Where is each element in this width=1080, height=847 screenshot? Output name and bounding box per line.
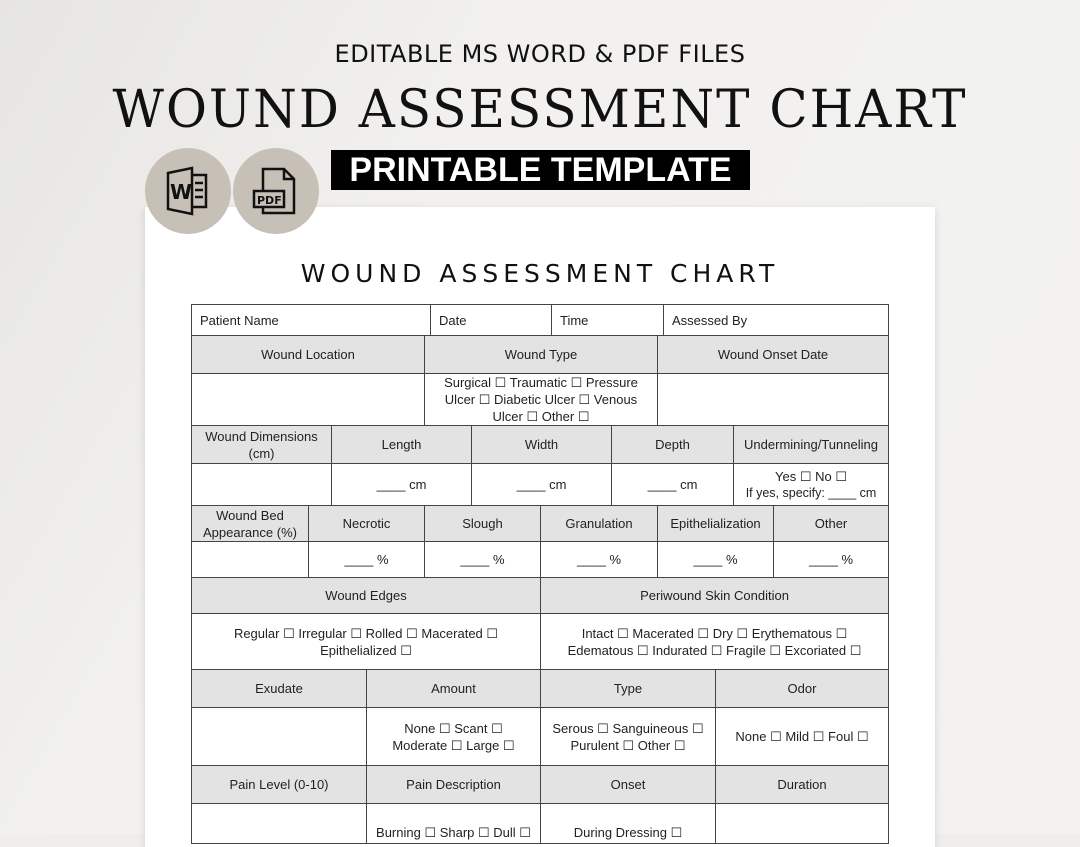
header-depth: Depth bbox=[612, 426, 734, 464]
wound-edges-options[interactable]: Regular ☐ Irregular ☐ Rolled ☐ Macerated ☐ Epithelialized ☐ bbox=[192, 614, 541, 670]
undermining-specify[interactable]: If yes, specify: ____ cm bbox=[745, 485, 877, 500]
odor-options[interactable]: None ☐ Mild ☐ Foul ☐ bbox=[716, 708, 889, 766]
svg-text:PDF: PDF bbox=[257, 194, 282, 207]
patient-name-field[interactable]: Patient Name bbox=[192, 305, 431, 336]
periwound-options[interactable]: Intact ☐ Macerated ☐ Dry ☐ Erythematous ☐ Edematous ☐ Indurated ☐ Fragile ☐ Excoriated ☐ bbox=[541, 614, 889, 670]
header-other: Other bbox=[774, 506, 889, 542]
document-title: WOUND ASSESSMENT CHART bbox=[300, 259, 780, 288]
header-type: Type bbox=[541, 670, 716, 708]
header-wound-edges: Wound Edges bbox=[192, 578, 541, 614]
header-width: Width bbox=[472, 426, 612, 464]
epithelialization-field[interactable]: ____ % bbox=[658, 542, 774, 578]
header-wound-onset: Wound Onset Date bbox=[658, 336, 889, 374]
exudate-blank bbox=[192, 708, 367, 766]
granulation-field[interactable]: ____ % bbox=[541, 542, 658, 578]
other-field[interactable]: ____ % bbox=[774, 542, 889, 578]
pain-description-options[interactable]: Burning ☐ Sharp ☐ Dull ☐ bbox=[367, 804, 541, 844]
dimensions-section bbox=[191, 425, 889, 506]
pain-section bbox=[191, 765, 889, 844]
wound-bed-blank bbox=[192, 542, 309, 578]
header-necrotic: Necrotic bbox=[309, 506, 425, 542]
subtitle: EDITABLE MS WORD & PDF FILES bbox=[334, 40, 746, 68]
header-pain-description: Pain Description bbox=[367, 766, 541, 804]
wound-location-field[interactable] bbox=[192, 374, 425, 426]
slough-field[interactable]: ____ % bbox=[425, 542, 541, 578]
header-periwound: Periwound Skin Condition bbox=[541, 578, 889, 614]
header-dimensions: Wound Dimensions (cm) bbox=[192, 426, 332, 464]
header-wound-location: Wound Location bbox=[192, 336, 425, 374]
header-slough: Slough bbox=[425, 506, 541, 542]
time-field[interactable]: Time bbox=[552, 305, 664, 336]
pain-level-field[interactable] bbox=[192, 804, 367, 844]
exudate-section bbox=[191, 669, 889, 766]
undermining-field[interactable] bbox=[734, 464, 889, 506]
header-wound-bed: Wound Bed Appearance (%) bbox=[192, 506, 309, 542]
wound-type-options[interactable]: Surgical ☐ Traumatic ☐ Pressure Ulcer ☐ Diabetic Ulcer ☐ Venous Ulcer ☐ Other ☐ bbox=[425, 374, 658, 426]
type-options[interactable]: Serous ☐ Sanguineous ☐ Purulent ☐ Other ☐ bbox=[541, 708, 716, 766]
amount-options[interactable]: None ☐ Scant ☐ Moderate ☐ Large ☐ bbox=[367, 708, 541, 766]
banner: PRINTABLE TEMPLATE bbox=[331, 150, 750, 190]
length-field[interactable]: ____ cm bbox=[332, 464, 472, 506]
header-length: Length bbox=[332, 426, 472, 464]
assessed-by-field[interactable]: Assessed By bbox=[664, 305, 889, 336]
wound-bed-section bbox=[191, 505, 889, 578]
main-title: WOUND ASSESSMENT CHART bbox=[112, 78, 968, 140]
header-odor: Odor bbox=[716, 670, 889, 708]
header-epithelialization: Epithelialization bbox=[658, 506, 774, 542]
depth-field[interactable]: ____ cm bbox=[612, 464, 734, 506]
patient-info-row bbox=[191, 304, 889, 336]
width-field[interactable]: ____ cm bbox=[472, 464, 612, 506]
pdf-icon bbox=[233, 148, 319, 234]
header-duration: Duration bbox=[716, 766, 889, 804]
header-exudate: Exudate bbox=[192, 670, 367, 708]
header-amount: Amount bbox=[367, 670, 541, 708]
date-field[interactable]: Date bbox=[431, 305, 552, 336]
undermining-yes-no[interactable]: Yes ☐ No ☐ bbox=[775, 468, 847, 484]
duration-field[interactable] bbox=[716, 804, 889, 844]
onset-options[interactable]: During Dressing ☐ bbox=[541, 804, 716, 844]
word-icon bbox=[145, 148, 231, 234]
header-granulation: Granulation bbox=[541, 506, 658, 542]
wound-onset-field[interactable] bbox=[658, 374, 889, 426]
header-onset: Onset bbox=[541, 766, 716, 804]
necrotic-field[interactable]: ____ % bbox=[309, 542, 425, 578]
svg-text:W: W bbox=[170, 180, 193, 204]
edges-section bbox=[191, 577, 889, 670]
wound-location-section bbox=[191, 335, 889, 426]
header-undermining: Undermining/Tunneling bbox=[734, 426, 889, 464]
header-wound-type: Wound Type bbox=[425, 336, 658, 374]
header-pain-level: Pain Level (0-10) bbox=[192, 766, 367, 804]
dimensions-blank bbox=[192, 464, 332, 506]
